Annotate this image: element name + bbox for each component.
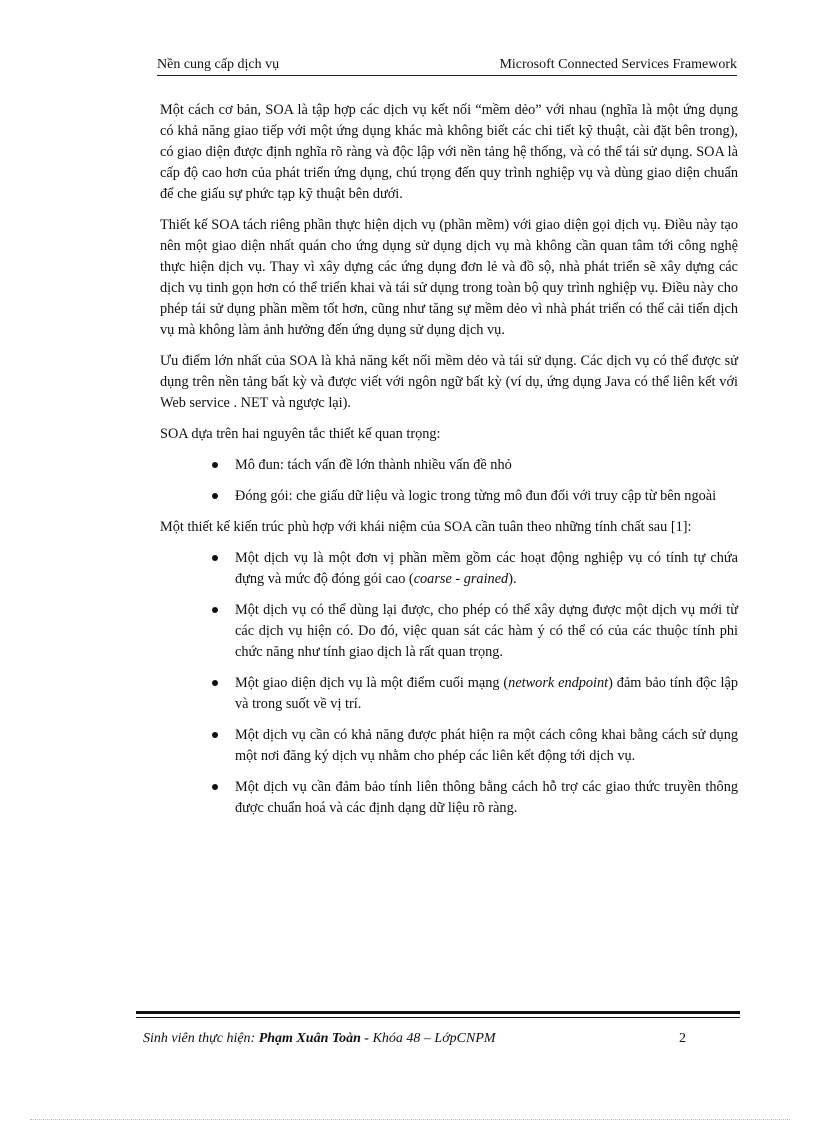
page-number: 2 [679,1031,686,1046]
list-item [160,673,738,715]
document-body [160,100,738,829]
paragraph: Một thiết kế kiến trúc phù hợp với khái niệm của SOA cần tuân theo những tính chất sau [1]: [160,519,692,535]
list-item [160,777,738,819]
list-item-text: Một dịch vụ là một đơn vị phần mềm gồm các hoạt động nghiệp vụ có tính tự chứa đựng và mức độ đóng gói cao ( [235,550,738,587]
paragraph: SOA dựa trên hai nguyên tắc thiết kế quan trọng: [160,426,441,442]
italic-term: coarse - grained [413,571,509,587]
properties-list [160,548,738,819]
list-item [160,486,738,507]
list-item-text: Mô đun: tách vấn đề lớn thành nhiều vấn đề nhỏ [235,457,512,473]
footer-prefix: Sinh viên thực hiện: [143,1031,259,1046]
bullet-icon [212,462,218,468]
bullet-icon [212,607,218,613]
page-edge-divider [30,1119,790,1120]
paragraph: Thiết kế SOA tách riêng phần thực hiện dịch vụ (phần mềm) với giao diện gọi dịch vụ. Điều này tạo nên một giao diện nhất quán cho ứng dụng sử dụng dịch vụ mà không cần quan tâm tới công nghệ thực hiện dịch vụ. Thay vì xây dựng các ứng dụng đơn lẻ và đồ sộ, nhà phát triển sẽ xây dựng các dịch vụ tinh gọn hơn có thể triển khai và tái sử dụng trong toàn bộ quy trình nghiệp vụ. Điều này cho phép tái sử dụng phần mềm tốt hơn, cũng như tăng sự mềm dẻo vì nhà phát triển có thể cải tiến dịch vụ mà không làm ảnh hưởng đến ứng dụng sử dụng dịch vụ. [160,217,738,338]
page-footer [143,1031,693,1047]
header-left-title: Nền cung cấp dịch vụ [157,57,280,72]
list-item [160,548,738,590]
list-item [160,725,738,767]
footer-divider [136,1017,740,1018]
header-right-title: Microsoft Connected Services Framework [499,57,737,72]
list-item-text: ) đảm bảo tính độc lập và trong suốt về vị trí. [235,675,738,712]
italic-term: network endpoint [508,675,609,691]
list-item-text: Đóng gói: che giấu dữ liệu và logic trong từng mô đun đối với truy cập từ bên ngoài [235,488,717,504]
list-item-text: Một dịch vụ cần có khả năng được phát hiện ra một cách công khai bằng cách sử dụng một nơi đăng ký dịch vụ nhằm cho phép các liên kết động tới dịch vụ. [235,727,738,764]
list-item-text: Một giao diện dịch vụ là một điểm cuối mạng ( [235,675,509,691]
bullet-icon [212,784,218,790]
author-name: Phạm Xuân Toàn - [258,1031,373,1046]
bullet-icon [212,555,218,561]
principles-list [160,455,738,507]
list-item-text: Một dịch vụ cần đảm bảo tính liên thông bằng cách hỗ trợ các giao thức truyền thông được chuẩn hoá và các định dạng dữ liệu rõ ràng. [235,779,738,816]
bullet-icon [212,680,218,686]
list-item-text: ). [508,571,517,587]
list-item [160,600,738,663]
list-item-text: Một dịch vụ có thể dùng lại được, cho phép có thể xây dựng được một dịch vụ mới từ các dịch vụ hiện có. Do đó, việc quan sát các hàm ý có thể có của các thuộc tính phi chức năng như tính giao dịch là rất quan trọng. [235,602,738,660]
paragraph: Ưu điểm lớn nhất của SOA là khả năng kết nối mềm dẻo và tái sử dụng. Các dịch vụ có thể được sử dụng trên nền tảng bất kỳ và được viết với ngôn ngữ bất kỳ (ví dụ, ứng dụng Java có thể liên kết với Web service . NET và ngược lại). [160,353,738,411]
paragraph: Một cách cơ bản, SOA là tập hợp các dịch vụ kết nối “mềm dẻo” với nhau (nghĩa là một ứng dụng có khả năng giao tiếp với một ứng dụng khác mà không biết các chi tiết kỹ thuật, cài đặt bên trong), có giao diện được định nghĩa rõ ràng và độc lập với nền tảng hệ thống, và có thể tái sử dụng. SOA là cấp độ cao hơn của phát triển ứng dụng, chú trọng đến quy trình nghiệp vụ và dùng giao diện chuẩn để che giấu sự phức tạp kỹ thuật bên dưới. [160,102,738,202]
page-header [157,57,737,76]
bullet-icon [212,732,218,738]
list-item [160,455,738,476]
footer-class: Khóa 48 – LớpCNPM [372,1031,496,1046]
bullet-icon [212,493,218,499]
footer-divider [136,1011,740,1014]
